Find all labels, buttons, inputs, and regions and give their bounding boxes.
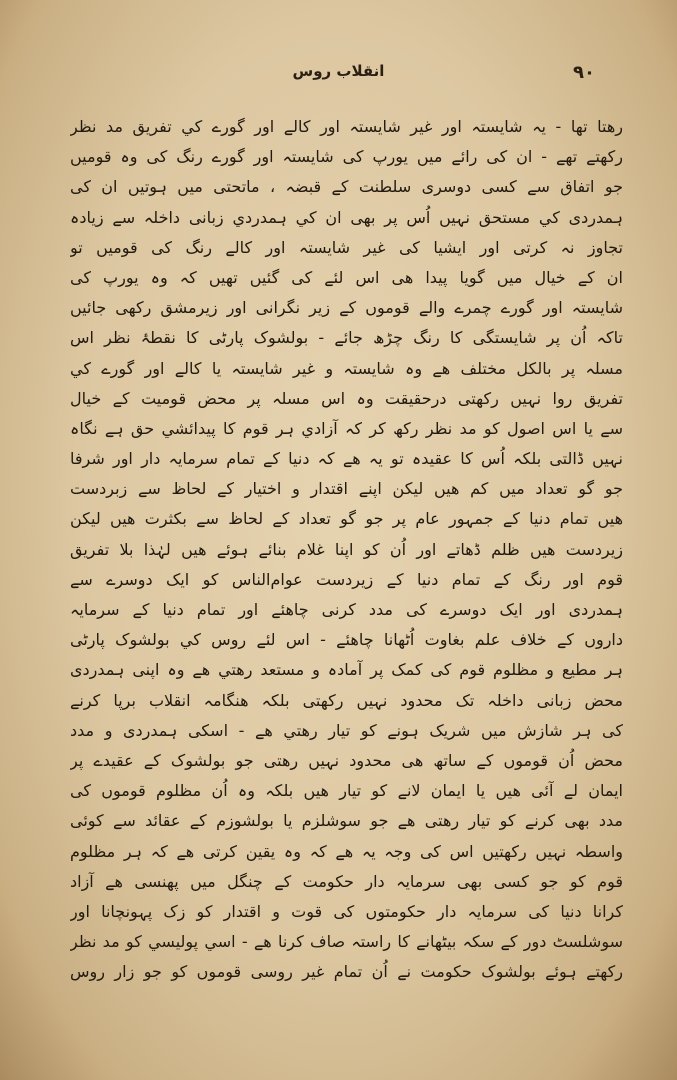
- text-line: شایستہ اور گورے چمرے والے قوموں کے زیر نگرانی اور زیرمشق رکھی جائیں: [70, 298, 623, 318]
- text-line: جو اتفاق سے کسی دوسری سلطنت کے قبضہ ، ماتحتی میں ہوتیں ان کی: [70, 177, 623, 197]
- text-line: رکھتے تھے - ان کی رائے میں یورپ کی شایستہ اور گورے رنگ کی وہ قومیں: [70, 147, 623, 167]
- text-line: رهتا تھا - یہ شایستہ اور غیر شایستہ اور کالے اور گورے کي تفریق مد نظر: [70, 117, 623, 136]
- text-line: ہمدردی کي مستحق نہیں اُس پر بھی ان کي ہمدردي زبانی داخلہ سے زیادہ: [70, 207, 623, 227]
- text-line: تجاوز نہ کرتی اور ایشیا کی غیر شایستہ اور کالے رنگ کی قومیں تو: [70, 237, 623, 257]
- text-line: کرانا دنیا کی سرمایہ دار حکومتوں کی قوت و اقتدار کو زک پہونچانا اور: [70, 901, 623, 921]
- text-line: قوم کو جو کسی بھی سرمایہ دار حکومت کے چنگل میں پھنسی ھے آزاد: [70, 871, 623, 891]
- text-line: ایمان لے آئی ھیں یا ایمان لانے کو تیار ھیں بلکہ وہ اُن مظلوم قوموں کی: [70, 781, 623, 801]
- running-title: انقلاب روس: [292, 62, 385, 80]
- text-line: کی ہر شازش میں شریک ہونے کو تیار رھتي ھے - اسکی ہمدردی و مدد: [70, 720, 623, 740]
- text-line: محض زبانی داخلہ تک محدود نہیں رکھتی بلکہ ھنگامہ انقلاب برپا کرنے: [70, 690, 623, 710]
- text-line: داروں کے خلاف علم بغاوت اُٹھانا چاھئے - اس لئے روس کي بولشوک پارٹی: [70, 630, 623, 650]
- text-line: ہر مطیع و مظلوم قوم کی کمک پر آمادہ و مستعد رھتي ھے وہ اپنی ہمدردی: [70, 660, 623, 680]
- text-line: رکھتے ہوئے بولشوک حکومت نے اُن تمام غیر روسی قوموں کو جو زار روس: [70, 962, 623, 982]
- text-line: زیردست ھیں ظلم ڈھاتے اور اُن کو اپنا غلام بنائے ہوئے ھیں لہٰذا بلا تفریق: [70, 539, 623, 559]
- text-line: واسطہ نہیں رکھتیں اس کی وجہ یہ ھے کہ وہ یقین کرتی ھے کہ ہر مظلوم: [70, 841, 623, 861]
- body-text: [70, 112, 623, 987]
- page-header: [60, 62, 617, 92]
- text-line: ان کے خیال میں گویا پیدا ھی اس لئے کی گئیں تھیں کہ وہ یورپ کی: [70, 267, 623, 287]
- text-line: محض اُن قوموں کے ساتھ ھی محدود نہیں رھتی جو بولشوک کے عقیدے پر: [70, 750, 623, 770]
- text-line: قوم اور رنگ کے تمام دنیا کے زیردست عوام‌الناس کو ایک دوسرے سے: [70, 569, 623, 589]
- page-number: ۹۰: [573, 62, 595, 83]
- text-line: تفریق روا نہیں رکھتی درحقیقت وہ اس مسلہ پر محض قومیت کے خیال: [70, 388, 623, 408]
- text-line: تاکہ اُن پر شایستگی کا رنگ چڑھ جائے - بولشوک پارٹی کا نقطۂ نظر اس: [70, 328, 623, 348]
- text-line: ہمدردی اور ایک دوسرے کی مدد کرنی چاھئے اور تمام دنیا کے سرمایہ: [70, 600, 623, 619]
- text-line: نہیں ڈالتی بلکہ اُس کا عقیدہ تو یہ ھے کہ دنیا کے تمام سرمایہ دار اور شرفا: [70, 449, 623, 469]
- text-line: سے یا اس اصول کو مد نظر رکھ کر کہ آزادي ہر قوم کا پیدائشي حق ہے نگاہ: [70, 418, 623, 438]
- text-line: ھیں تمام دنیا کے جمہور عام پر جو گو تعداد کے لحاظ سے بکثرت ھیں لیکن: [70, 509, 623, 529]
- text-line: مسلہ پر بالکل مختلف ھے وہ شایستہ و غیر شایستہ یا کالے اور گورے کي: [70, 358, 623, 378]
- text-line: سوشلسٹ دور کے سکہ بیٹھانے کا راستہ صاف کرنا ھے - اسي پولیسي کو مد نظر: [70, 932, 623, 952]
- text-line: جو گو تعداد میں کم ھیں لیکن اپنے اقتدار و اختیار کے لحاظ سے زبردست: [70, 479, 623, 499]
- text-line: مدد بھی کرنے کو تیار رھتی ھے جو سوشلزم یا بولشوزم کے عقائد سے کوئی: [70, 811, 623, 831]
